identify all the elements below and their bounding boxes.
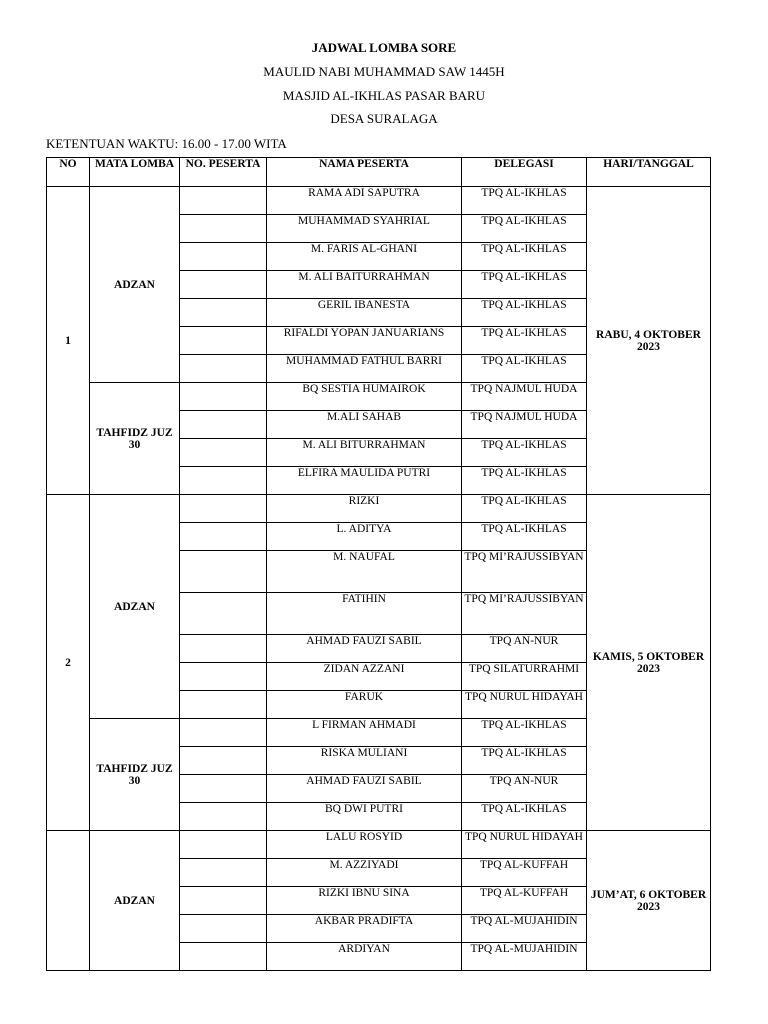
delegation: TPQ AL-KUFFAH	[462, 859, 587, 887]
participant-number-cell	[180, 747, 267, 775]
participant-name: FATIHIN	[267, 593, 462, 635]
category-cell: ADZAN	[90, 831, 180, 971]
delegation: TPQ SILATURRAHMI	[462, 663, 587, 691]
col-header-hari-tanggal: HARI/TANGGAL	[587, 158, 711, 187]
delegation: TPQ MI’RAJUSSIBYAN	[462, 593, 587, 635]
participant-number-cell	[180, 187, 267, 215]
participant-number-cell	[180, 719, 267, 747]
delegation: TPQ AL-MUJAHIDIN	[462, 943, 587, 971]
delegation: TPQ AL-IKHLAS	[462, 327, 587, 355]
participant-number-cell	[180, 495, 267, 523]
participant-number-cell	[180, 635, 267, 663]
delegation: TPQ AL-IKHLAS	[462, 215, 587, 243]
delegation: TPQ AL-IKHLAS	[462, 355, 587, 383]
participant-number-cell	[180, 439, 267, 467]
participant-number-cell	[180, 411, 267, 439]
participant-name: RIZKI	[267, 495, 462, 523]
delegation: TPQ AN-NUR	[462, 775, 587, 803]
participant-number-cell	[180, 691, 267, 719]
participant-number-cell	[180, 327, 267, 355]
delegation: TPQ AL-IKHLAS	[462, 747, 587, 775]
participant-number-cell	[180, 663, 267, 691]
participant-name: AKBAR PRADIFTA	[267, 915, 462, 943]
participant-number-cell	[180, 523, 267, 551]
col-header-nama-peserta: NAMA PESERTA	[267, 158, 462, 187]
participant-name: RIZKI IBNU SINA	[267, 887, 462, 915]
participant-name: AHMAD FAUZI SABIL	[267, 635, 462, 663]
participant-number-cell	[180, 551, 267, 593]
schedule-table	[46, 157, 711, 971]
event-subtitle: MAULID NABI MUHAMMAD SAW 1445H	[263, 64, 505, 79]
participant-number-cell	[180, 271, 267, 299]
participant-number-cell	[180, 859, 267, 887]
participant-name: L FIRMAN AHMADI	[267, 719, 462, 747]
participant-name: ZIDAN AZZANI	[267, 663, 462, 691]
delegation: TPQ AL-IKHLAS	[462, 803, 587, 831]
participant-name: ARDIYAN	[267, 943, 462, 971]
participant-name: M.ALI SAHAB	[267, 411, 462, 439]
day-number	[47, 831, 90, 971]
day-date: JUM’AT, 6 OKTOBER 2023	[587, 831, 711, 971]
day-number: 1	[47, 187, 90, 495]
delegation: TPQ AL-IKHLAS	[462, 719, 587, 747]
participant-name: M. ALI BAITURRAHMAN	[267, 271, 462, 299]
day-date: KAMIS, 5 OKTOBER 2023	[587, 495, 711, 831]
participant-name: RIFALDI YOPAN JANUARIANS	[267, 327, 462, 355]
table-row	[47, 187, 711, 215]
delegation: TPQ NAJMUL HUDA	[462, 411, 587, 439]
participant-number-cell	[180, 243, 267, 271]
participant-name: BQ DWI PUTRI	[267, 803, 462, 831]
participant-number-cell	[180, 383, 267, 411]
delegation: TPQ AL-IKHLAS	[462, 523, 587, 551]
delegation: TPQ MI’RAJUSSIBYAN	[462, 551, 587, 593]
participant-number-cell	[180, 803, 267, 831]
participant-name: BQ SESTIA HUMAIROK	[267, 383, 462, 411]
participant-number-cell	[180, 467, 267, 495]
delegation: TPQ AN-NUR	[462, 635, 587, 663]
delegation: TPQ AL-IKHLAS	[462, 439, 587, 467]
participant-number-cell	[180, 593, 267, 635]
document-title: JADWAL LOMBA SORE	[311, 40, 457, 55]
participant-name: FARUK	[267, 691, 462, 719]
delegation: TPQ AL-IKHLAS	[462, 271, 587, 299]
delegation: TPQ AL-MUJAHIDIN	[462, 915, 587, 943]
participant-number-cell	[180, 831, 267, 859]
participant-number-cell	[180, 299, 267, 327]
delegation: TPQ AL-IKHLAS	[462, 187, 587, 215]
participant-name: M. NAUFAL	[267, 551, 462, 593]
delegation: TPQ NAJMUL HUDA	[462, 383, 587, 411]
delegation: TPQ AL-IKHLAS	[462, 299, 587, 327]
participant-name: L. ADITYA	[267, 523, 462, 551]
participant-number-cell	[180, 215, 267, 243]
category-cell: TAHFIDZ JUZ 30	[90, 383, 180, 495]
col-header-no-peserta: NO. PESERTA	[180, 158, 267, 187]
table-row	[47, 495, 711, 523]
participant-number-cell	[180, 887, 267, 915]
col-header-no: NO	[47, 158, 90, 187]
time-rule: KETENTUAN WAKTU: 16.00 - 17.00 WITA	[46, 136, 287, 151]
participant-name: LALU ROSYID	[267, 831, 462, 859]
col-header-mata-lomba: MATA LOMBA	[90, 158, 180, 187]
col-header-delegasi: DELEGASI	[462, 158, 587, 187]
day-date: RABU, 4 OKTOBER 2023	[587, 187, 711, 495]
delegation: TPQ AL-KUFFAH	[462, 887, 587, 915]
delegation: TPQ AL-IKHLAS	[462, 467, 587, 495]
participant-name: AHMAD FAUZI SABIL	[267, 775, 462, 803]
day-number: 2	[47, 495, 90, 831]
category-cell: ADZAN	[90, 495, 180, 719]
venue-line: MASJID AL-IKHLAS PASAR BARU	[282, 88, 486, 103]
category-cell: TAHFIDZ JUZ 30	[90, 719, 180, 831]
participant-number-cell	[180, 943, 267, 971]
delegation: TPQ NURUL HIDAYAH	[462, 691, 587, 719]
participant-name: M. ALI BITURRAHMAN	[267, 439, 462, 467]
participant-name: M. FARIS AL-GHANI	[267, 243, 462, 271]
participant-name: MUHAMMAD FATHUL BARRI	[267, 355, 462, 383]
participant-name: MUHAMMAD SYAHRIAL	[267, 215, 462, 243]
delegation: TPQ NURUL HIDAYAH	[462, 831, 587, 859]
delegation: TPQ AL-IKHLAS	[462, 243, 587, 271]
participant-number-cell	[180, 355, 267, 383]
participant-name: RISKA MULIANI	[267, 747, 462, 775]
participant-number-cell	[180, 915, 267, 943]
category-cell: ADZAN	[90, 187, 180, 383]
participant-name: GERIL IBANESTA	[267, 299, 462, 327]
participant-name: M. AZZIYADI	[267, 859, 462, 887]
participant-name: ELFIRA MAULIDA PUTRI	[267, 467, 462, 495]
participant-number-cell	[180, 775, 267, 803]
table-row	[47, 831, 711, 859]
village-line: DESA SURALAGA	[330, 111, 438, 126]
participant-name: RAMA ADI SAPUTRA	[267, 187, 462, 215]
delegation: TPQ AL-IKHLAS	[462, 495, 587, 523]
